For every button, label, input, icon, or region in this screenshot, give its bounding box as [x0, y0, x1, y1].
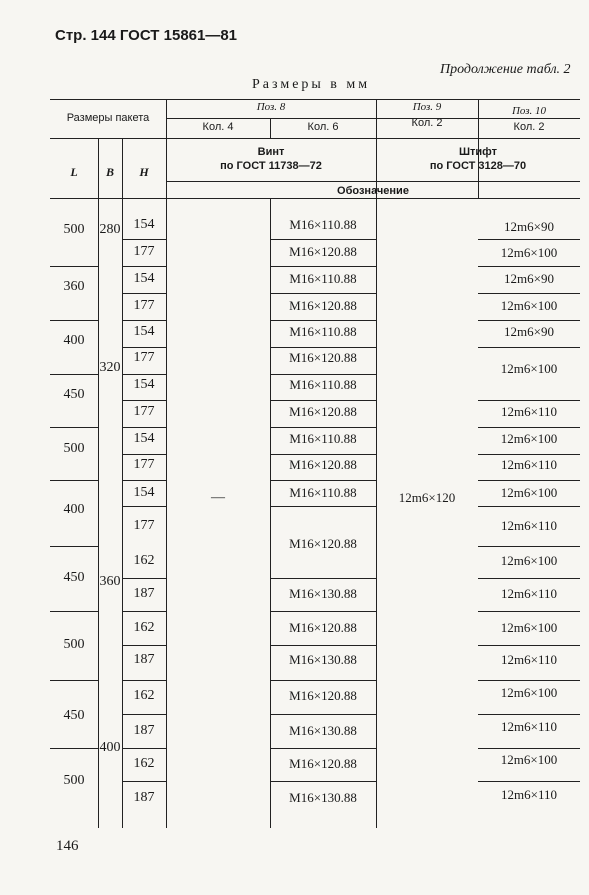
row-rule	[50, 546, 98, 547]
row-rule	[50, 320, 98, 321]
row-rule	[122, 781, 166, 782]
row-rule	[478, 320, 580, 321]
row-rule	[122, 374, 166, 375]
pin-designation: 12m6×90	[504, 271, 554, 286]
pin-designation: 12m6×90	[504, 324, 554, 339]
row-rule	[122, 266, 166, 267]
screw-designation: M16×120.88	[289, 457, 357, 472]
table-top-rule	[50, 99, 580, 100]
screw-name-header: Винт	[257, 146, 285, 158]
h-value: 177	[133, 404, 155, 419]
h-value: 177	[133, 350, 155, 365]
continuation-label: Продолжение табл. 2	[440, 62, 571, 77]
row-rule	[270, 781, 376, 782]
row-rule	[478, 645, 580, 646]
pin-designation: 12m6×110	[501, 518, 557, 533]
pin-designation: 12m6×110	[501, 457, 557, 472]
pos10-qty-header: Кол. 2	[513, 121, 545, 133]
l-value: 500	[63, 222, 85, 237]
row-rule	[50, 480, 98, 481]
pos9-qty-header: Кол. 2	[411, 117, 443, 129]
h-value: 162	[133, 756, 155, 771]
h-value: 177	[133, 298, 155, 313]
screw-designation: M16×130.88	[289, 652, 357, 667]
h-value: 177	[133, 518, 155, 533]
h-value: 162	[133, 553, 155, 568]
pin-designation: 12m6×100	[500, 620, 558, 635]
row-rule	[50, 374, 98, 375]
header-bottom-rule	[50, 198, 580, 199]
h-value: 187	[133, 652, 155, 667]
pin-designation: 12m6×100	[500, 431, 558, 446]
pos9-header: Поз. 9	[412, 101, 442, 113]
b-value: 280	[99, 222, 121, 237]
l-value: 450	[63, 387, 85, 402]
row-rule	[50, 266, 98, 267]
row-rule	[478, 611, 580, 612]
row-rule	[270, 266, 376, 267]
row-rule	[270, 578, 376, 579]
column-divider	[98, 138, 99, 828]
pin-designation: 12m6×100	[500, 361, 558, 376]
qty6-header: Кол. 6	[307, 121, 339, 133]
l-value: 450	[63, 708, 85, 723]
l-value: 400	[63, 502, 85, 517]
row-rule	[50, 748, 98, 749]
pos8-header: Поз. 8	[256, 101, 286, 113]
screw-designation: M16×120.88	[289, 350, 357, 365]
h-value: 154	[133, 485, 155, 500]
screw-designation: M16×110.88	[289, 485, 357, 500]
row-rule	[270, 680, 376, 681]
pin-designation: 12m6×110	[501, 719, 557, 734]
pin-std-header: по ГОСТ 3128—70	[429, 160, 527, 172]
l-value: 500	[63, 773, 85, 788]
row-rule	[122, 320, 166, 321]
row-rule	[270, 400, 376, 401]
pin-designation: 12m6×110	[501, 787, 557, 802]
pin-designation: 12m6×100	[500, 245, 558, 260]
pin-designation: 12m6×90	[504, 219, 554, 234]
row-rule	[270, 293, 376, 294]
row-rule	[122, 611, 166, 612]
designation-header: Обозначение	[337, 185, 409, 197]
pin-designation: 12m6×100	[500, 298, 558, 313]
pin-designation: 12m6×110	[501, 586, 557, 601]
pos9-designation: 12m6×120	[398, 490, 456, 505]
row-rule	[122, 506, 166, 507]
row-rule	[122, 480, 166, 481]
screw-std-header: по ГОСТ 11738—72	[220, 160, 322, 172]
row-rule	[122, 293, 166, 294]
row-rule	[270, 480, 376, 481]
col-H-header: H	[139, 165, 149, 179]
row-rule	[270, 239, 376, 240]
h-value: 177	[133, 457, 155, 472]
screw-designation: M16×120.88	[289, 620, 357, 635]
b-value: 360	[99, 574, 121, 589]
row-rule	[478, 347, 580, 348]
screw-designation: M16×130.88	[289, 790, 357, 805]
page-header: Стр. 144 ГОСТ 15861—81	[55, 27, 238, 44]
row-rule	[270, 748, 376, 749]
screw-designation: M16×110.88	[289, 377, 357, 392]
pin-designation: 12m6×110	[501, 652, 557, 667]
pin-designation: 12m6×100	[500, 485, 558, 500]
column-divider	[166, 99, 167, 828]
row-rule	[270, 374, 376, 375]
screw-designation: M16×120.88	[289, 536, 357, 551]
h-value: 154	[133, 271, 155, 286]
screw-designation: M16×120.88	[289, 404, 357, 419]
b-value: 320	[99, 360, 121, 375]
row-rule	[478, 781, 580, 782]
header-rule	[166, 181, 580, 182]
row-rule	[478, 293, 580, 294]
screw-designation: M16×110.88	[289, 324, 357, 339]
screw-designation: M16×120.88	[289, 298, 357, 313]
h-value: 187	[133, 790, 155, 805]
qty4-header: Кол. 4	[202, 121, 234, 133]
h-value: 154	[133, 217, 155, 232]
header-rule	[166, 118, 580, 119]
row-rule	[270, 714, 376, 715]
row-rule	[478, 239, 580, 240]
row-rule	[478, 427, 580, 428]
b-value: 400	[99, 740, 121, 755]
row-rule	[478, 506, 580, 507]
pin-designation: 12m6×100	[500, 685, 558, 700]
h-value: 187	[133, 586, 155, 601]
row-rule	[122, 454, 166, 455]
row-rule	[122, 239, 166, 240]
column-divider	[376, 99, 377, 828]
row-rule	[122, 680, 166, 681]
row-rule	[478, 454, 580, 455]
screw-designation: M16×120.88	[289, 244, 357, 259]
row-rule	[270, 611, 376, 612]
h-value: 187	[133, 723, 155, 738]
row-rule	[478, 400, 580, 401]
row-rule	[270, 427, 376, 428]
row-rule	[50, 611, 98, 612]
row-rule	[50, 427, 98, 428]
col-B-header: B	[105, 165, 114, 179]
packet-sizes-header: Размеры пакета	[66, 112, 150, 124]
pin-designation: 12m6×100	[500, 553, 558, 568]
row-rule	[478, 714, 580, 715]
row-rule	[478, 266, 580, 267]
l-value: 450	[63, 570, 85, 585]
row-rule	[270, 506, 376, 507]
l-value: 500	[63, 441, 85, 456]
col-L-header: L	[70, 165, 78, 179]
row-rule	[478, 748, 580, 749]
row-rule	[122, 347, 166, 348]
screw-designation: M16×130.88	[289, 586, 357, 601]
header-rule	[50, 138, 580, 139]
h-value: 162	[133, 620, 155, 635]
row-rule	[122, 714, 166, 715]
row-rule	[270, 320, 376, 321]
page-number: 146	[56, 838, 79, 854]
screw-designation: M16×110.88	[289, 217, 357, 232]
screw-designation: M16×110.88	[289, 271, 357, 286]
row-rule	[122, 427, 166, 428]
row-rule	[270, 347, 376, 348]
row-rule	[478, 480, 580, 481]
screw-designation: M16×130.88	[289, 723, 357, 738]
h-value: 154	[133, 377, 155, 392]
l-value: 500	[63, 637, 85, 652]
row-rule	[122, 400, 166, 401]
screw-designation: M16×110.88	[289, 431, 357, 446]
dimensions-caption: Размеры в мм	[252, 77, 371, 92]
screw-designation: M16×120.88	[289, 756, 357, 771]
row-rule	[122, 748, 166, 749]
pin-name-header: Штифт	[458, 146, 498, 158]
row-rule	[478, 546, 580, 547]
row-rule	[122, 645, 166, 646]
screw-designation: M16×120.88	[289, 688, 357, 703]
h-value: 154	[133, 431, 155, 446]
h-value: 162	[133, 688, 155, 703]
pos10-header: Поз. 10	[511, 105, 547, 117]
l-value: 400	[63, 333, 85, 348]
pin-designation: 12m6×100	[500, 752, 558, 767]
row-rule	[478, 680, 580, 681]
pin-designation: 12m6×110	[501, 404, 557, 419]
row-rule	[478, 578, 580, 579]
h-value: 154	[133, 324, 155, 339]
l-value: 360	[63, 279, 85, 294]
row-rule	[122, 578, 166, 579]
row-rule	[50, 680, 98, 681]
h-value: 177	[133, 244, 155, 259]
row-rule	[270, 454, 376, 455]
qty4-dash: —	[211, 490, 225, 505]
row-rule	[270, 645, 376, 646]
